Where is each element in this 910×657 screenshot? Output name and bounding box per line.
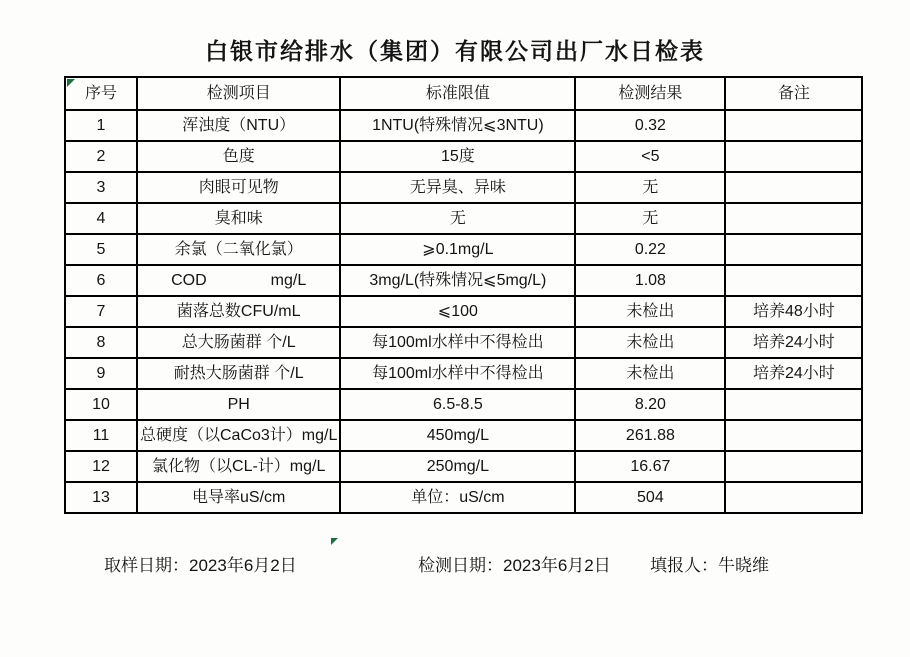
cell-result: 1.08 xyxy=(575,265,725,296)
cell-no: 7 xyxy=(65,296,137,327)
cell-remark: 培养24小时 xyxy=(725,358,862,389)
cell-remark xyxy=(725,172,862,203)
table-row xyxy=(65,358,862,389)
cell-item: 浑浊度（NTU） xyxy=(137,110,340,141)
table-row xyxy=(65,389,862,420)
cell-result: 无 xyxy=(575,203,725,234)
cell-item: 总硬度（以CaCo3计）mg/L xyxy=(137,420,340,451)
table-row xyxy=(65,296,862,327)
cell-remark xyxy=(725,482,862,513)
table-row xyxy=(65,420,862,451)
cell-no: 9 xyxy=(65,358,137,389)
cell-remark xyxy=(725,265,862,296)
cell-standard: 无异臭、异味 xyxy=(340,172,575,203)
cell-standard: 450mg/L xyxy=(340,420,575,451)
cell-no: 6 xyxy=(65,265,137,296)
table-row xyxy=(65,451,862,482)
cell-standard: 6.5-8.5 xyxy=(340,389,575,420)
cell-no: 3 xyxy=(65,172,137,203)
cell-result: 未检出 xyxy=(575,327,725,358)
cell-no: 4 xyxy=(65,203,137,234)
cell-result: 261.88 xyxy=(575,420,725,451)
table-row xyxy=(65,234,862,265)
cell-item: 耐热大肠菌群 个/L xyxy=(137,358,340,389)
cell-remark: 培养48小时 xyxy=(725,296,862,327)
cell-result: 0.32 xyxy=(575,110,725,141)
table-row xyxy=(65,482,862,513)
header-item: 检测项目 xyxy=(137,77,340,110)
table-row xyxy=(65,141,862,172)
cell-item: 电导率uS/cm xyxy=(137,482,340,513)
cell-result: 8.20 xyxy=(575,389,725,420)
cell-remark xyxy=(725,420,862,451)
cell-remark xyxy=(725,110,862,141)
cell-item: COD mg/L xyxy=(137,265,340,296)
cell-remark xyxy=(725,203,862,234)
table-row xyxy=(65,172,862,203)
cell-standard: 250mg/L xyxy=(340,451,575,482)
cell-remark xyxy=(725,141,862,172)
cell-standard: 每100ml水样中不得检出 xyxy=(340,327,575,358)
cell-item: 总大肠菌群 个/L xyxy=(137,327,340,358)
cell-item: 菌落总数CFU/mL xyxy=(137,296,340,327)
cell-standard: 3mg/L(特殊情况⩽5mg/L) xyxy=(340,265,575,296)
cell-no: 13 xyxy=(65,482,137,513)
cell-result: 504 xyxy=(575,482,725,513)
cell-result: 未检出 xyxy=(575,296,725,327)
inspection-table xyxy=(64,76,863,514)
cell-item: 余氯（二氧化氯） xyxy=(137,234,340,265)
table-row xyxy=(65,265,862,296)
page-title: 白银市给排水（集团）有限公司出厂水日检表 xyxy=(205,38,705,64)
header-no: 序号 xyxy=(65,77,137,110)
cell-remark: 培养24小时 xyxy=(725,327,862,358)
table-row xyxy=(65,327,862,358)
table-row xyxy=(65,110,862,141)
cell-item: 氯化物（以CL-计）mg/L xyxy=(137,451,340,482)
cell-no: 1 xyxy=(65,110,137,141)
cell-item: 臭和味 xyxy=(137,203,340,234)
cell-no: 10 xyxy=(65,389,137,420)
table-row xyxy=(65,203,862,234)
cell-no: 11 xyxy=(65,420,137,451)
cell-no: 12 xyxy=(65,451,137,482)
header-standard: 标准限值 xyxy=(340,77,575,110)
footer xyxy=(0,551,910,575)
test-date: 检测日期：2023年6月2日 xyxy=(418,556,611,575)
cell-result: 无 xyxy=(575,172,725,203)
cell-standard: 15度 xyxy=(340,141,575,172)
cell-standard: 每100ml水样中不得检出 xyxy=(340,358,575,389)
reporter: 填报人：牛晓维 xyxy=(650,556,769,575)
header-remark: 备注 xyxy=(725,77,862,110)
cell-item: PH xyxy=(137,389,340,420)
sampling-date: 取样日期：2023年6月2日 xyxy=(104,556,297,575)
header-result: 检测结果 xyxy=(575,77,725,110)
cell-standard: 单位：uS/cm xyxy=(340,482,575,513)
excel-bottom-marker-icon xyxy=(331,538,338,545)
cell-remark xyxy=(725,234,862,265)
cell-standard: ⩽100 xyxy=(340,296,575,327)
cell-item: 色度 xyxy=(137,141,340,172)
cell-result: <5 xyxy=(575,141,725,172)
cell-remark xyxy=(725,389,862,420)
table-header-row xyxy=(65,77,862,110)
cell-result: 16.67 xyxy=(575,451,725,482)
cell-standard: ⩾0.1mg/L xyxy=(340,234,575,265)
cell-standard: 无 xyxy=(340,203,575,234)
cell-remark xyxy=(725,451,862,482)
cell-standard: 1NTU(特殊情况⩽3NTU) xyxy=(340,110,575,141)
cell-item: 肉眼可见物 xyxy=(137,172,340,203)
cell-result: 0.22 xyxy=(575,234,725,265)
cell-no: 5 xyxy=(65,234,137,265)
cell-result: 未检出 xyxy=(575,358,725,389)
cell-no: 2 xyxy=(65,141,137,172)
cell-no: 8 xyxy=(65,327,137,358)
